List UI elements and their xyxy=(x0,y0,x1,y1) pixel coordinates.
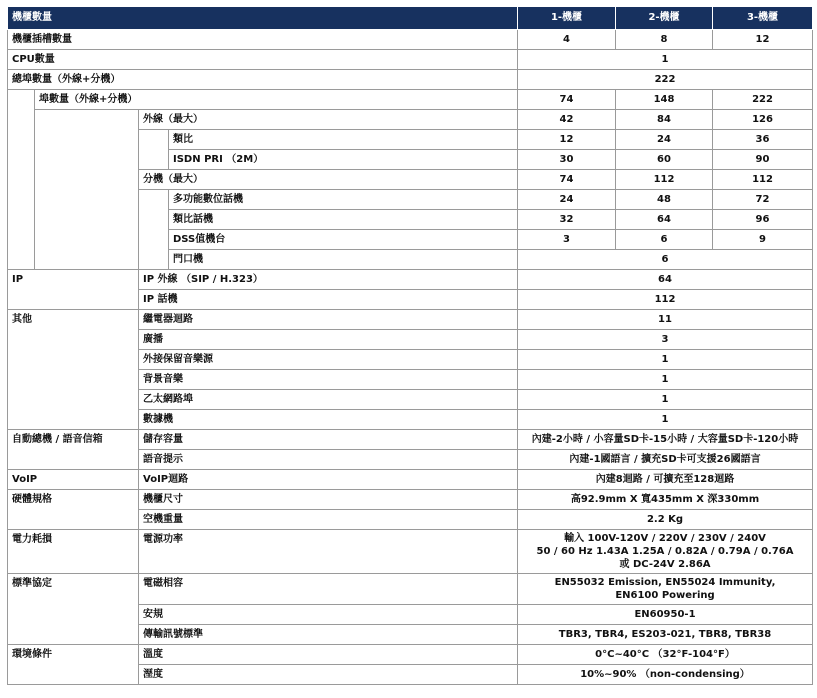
cell-value: 72 xyxy=(713,190,813,210)
table-row xyxy=(8,574,813,605)
header-col-1: 1-機櫃 xyxy=(518,7,616,30)
cell-value xyxy=(518,574,813,605)
cell-value: 3 xyxy=(518,330,813,350)
row-label: 類比話機 xyxy=(169,210,518,230)
table-row xyxy=(8,430,813,450)
row-label: 電源功率 xyxy=(139,530,518,574)
cell-value: 148 xyxy=(616,90,713,110)
cell-value: 48 xyxy=(616,190,713,210)
cell-value: 112 xyxy=(518,290,813,310)
cell-value: 24 xyxy=(518,190,616,210)
table-row xyxy=(8,70,813,90)
table-row xyxy=(8,310,813,330)
cell-value: 12 xyxy=(518,130,616,150)
row-label: 埠數量（外線+分機） xyxy=(35,90,518,110)
row-label: DSS值機台 xyxy=(169,230,518,250)
row-label: 乙太網路埠 xyxy=(139,390,518,410)
power-line-2: 50 / 60 Hz 1.43A 1.25A / 0.82A / 0.79A / 0.76A xyxy=(536,546,794,557)
cell-value: 112 xyxy=(713,170,813,190)
row-label: CPU數量 xyxy=(8,50,518,70)
indent-spacer xyxy=(139,190,169,270)
row-label: 背景音樂 xyxy=(139,370,518,390)
table-header xyxy=(8,7,813,30)
row-label: ISDN PRI （2M） xyxy=(169,150,518,170)
power-line-1: 輸入 100V-120V / 220V / 230V / 240V xyxy=(564,533,766,544)
cell-value: 64 xyxy=(518,270,813,290)
cell-value: 10%~90% （non-condensing） xyxy=(518,665,813,685)
cell-value: 1 xyxy=(518,50,813,70)
row-label: 電磁相容 xyxy=(139,574,518,605)
row-label: 數據機 xyxy=(139,410,518,430)
cell-value: 84 xyxy=(616,110,713,130)
cell-value: 1 xyxy=(518,410,813,430)
cell-value: 60 xyxy=(616,150,713,170)
row-label: 外線（最大） xyxy=(139,110,518,130)
indent-spacer xyxy=(139,130,169,170)
cell-value: EN60950-1 xyxy=(518,605,813,625)
cell-value: 126 xyxy=(713,110,813,130)
emc-line-1: EN55032 Emission, EN55024 Immunity, xyxy=(554,577,776,588)
group-label: IP xyxy=(8,270,139,310)
cell-value: 90 xyxy=(713,150,813,170)
row-label: 總埠數量（外線+分機） xyxy=(8,70,518,90)
table-row xyxy=(8,490,813,510)
table-row xyxy=(8,50,813,70)
group-label: 電力耗損 xyxy=(8,530,139,574)
cell-value: 2.2 Kg xyxy=(518,510,813,530)
row-label: 分機（最大） xyxy=(139,170,518,190)
header-title: 機櫃數量 xyxy=(8,7,518,30)
cell-value: 74 xyxy=(518,170,616,190)
cell-value: 3 xyxy=(518,230,616,250)
row-label: 繼電器迴路 xyxy=(139,310,518,330)
spec-table xyxy=(7,6,813,685)
table-row xyxy=(8,30,813,50)
row-label: 傳輸訊號標準 xyxy=(139,625,518,645)
cell-value: 36 xyxy=(713,130,813,150)
table-row xyxy=(8,90,813,110)
row-label: 類比 xyxy=(169,130,518,150)
cell-value: 12 xyxy=(713,30,813,50)
cell-value xyxy=(518,530,813,574)
cell-value: 30 xyxy=(518,150,616,170)
cell-value: 74 xyxy=(518,90,616,110)
cell-value: 32 xyxy=(518,210,616,230)
indent-spacer xyxy=(8,90,35,270)
power-line-3: 或 DC-24V 2.86A xyxy=(619,559,711,570)
cell-value: TBR3, TBR4, ES203-021, TBR8, TBR38 xyxy=(518,625,813,645)
indent-spacer xyxy=(35,110,139,270)
group-label: 自動總機 / 語音信箱 xyxy=(8,430,139,470)
row-label: 空機重量 xyxy=(139,510,518,530)
group-label: 硬體規格 xyxy=(8,490,139,530)
group-label: 環境條件 xyxy=(8,645,139,685)
cell-value: 6 xyxy=(518,250,813,270)
table-row xyxy=(8,530,813,574)
row-label: 溫度 xyxy=(139,645,518,665)
row-label: 多功能數位話機 xyxy=(169,190,518,210)
row-label: 語音提示 xyxy=(139,450,518,470)
group-label: 標準協定 xyxy=(8,574,139,645)
header-col-2: 2-機櫃 xyxy=(616,7,713,30)
row-label: 門口機 xyxy=(169,250,518,270)
row-label: 安規 xyxy=(139,605,518,625)
table-row xyxy=(8,645,813,665)
cell-value: 24 xyxy=(616,130,713,150)
group-label: 其他 xyxy=(8,310,139,430)
cell-value: 112 xyxy=(616,170,713,190)
row-label: 溼度 xyxy=(139,665,518,685)
group-label: VoIP xyxy=(8,470,139,490)
cell-value: 96 xyxy=(713,210,813,230)
cell-value: 內建-2小時 / 小容量SD卡-15小時 / 大容量SD卡-120小時 xyxy=(518,430,813,450)
row-label: 廣播 xyxy=(139,330,518,350)
cell-value: 內建-1國語言 / 擴充SD卡可支援26國語言 xyxy=(518,450,813,470)
row-label: IP 外線 （SIP / H.323） xyxy=(139,270,518,290)
row-label: IP 話機 xyxy=(139,290,518,310)
row-label: 外接保留音樂源 xyxy=(139,350,518,370)
cell-value: 0°C~40°C （32°F-104°F） xyxy=(518,645,813,665)
cell-value: 4 xyxy=(518,30,616,50)
table-row xyxy=(8,110,813,130)
cell-value: 6 xyxy=(616,230,713,250)
emc-line-2: EN6100 Powering xyxy=(615,590,715,601)
cell-value: 222 xyxy=(713,90,813,110)
table-row xyxy=(8,470,813,490)
row-label: 機櫃尺寸 xyxy=(139,490,518,510)
row-label: 儲存容量 xyxy=(139,430,518,450)
cell-value: 8 xyxy=(616,30,713,50)
cell-value: 11 xyxy=(518,310,813,330)
cell-value: 1 xyxy=(518,350,813,370)
header-col-3: 3-機櫃 xyxy=(713,7,813,30)
cell-value: 1 xyxy=(518,370,813,390)
cell-value: 高92.9mm X 寬435mm X 深330mm xyxy=(518,490,813,510)
table-row xyxy=(8,270,813,290)
row-label: 機櫃插槽數量 xyxy=(8,30,518,50)
cell-value: 42 xyxy=(518,110,616,130)
cell-value: 9 xyxy=(713,230,813,250)
cell-value: 222 xyxy=(518,70,813,90)
row-label: VoIP迴路 xyxy=(139,470,518,490)
cell-value: 1 xyxy=(518,390,813,410)
cell-value: 內建8迴路 / 可擴充至128迴路 xyxy=(518,470,813,490)
cell-value: 64 xyxy=(616,210,713,230)
